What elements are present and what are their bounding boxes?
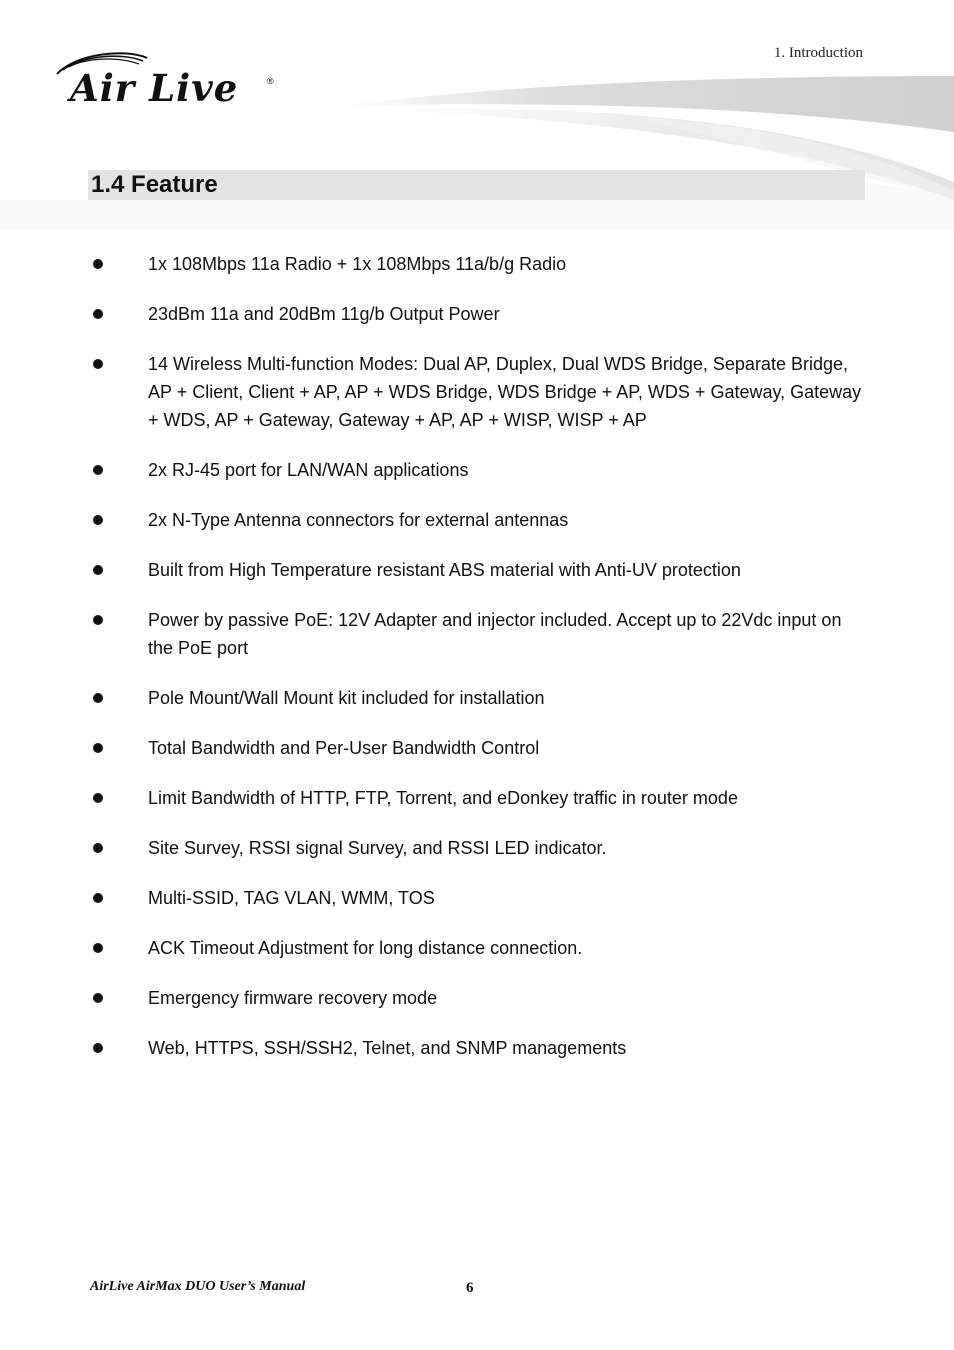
feature-item — [0, 350, 868, 434]
bullet-icon — [93, 259, 103, 269]
feature-text: 14 Wireless Multi-function Modes: Dual AP, Duplex, Dual WDS Bridge, Separate Bridge, AP + Client, Client + AP, AP + WDS Bridge, WDS Bridge + AP, WDS + Gateway, Gateway + WDS, AP + Gateway, Gateway + AP, AP + WISP, WISP + AP — [148, 354, 862, 430]
bullet-icon — [93, 843, 103, 853]
feature-text: Built from High Temperature resistant ABS material with Anti-UV protection — [148, 560, 741, 580]
feature-item — [0, 456, 868, 484]
feature-text: Multi-SSID, TAG VLAN, WMM, TOS — [148, 888, 435, 908]
feature-text: 1x 108Mbps 11a Radio + 1x 108Mbps 11a/b/g Radio — [148, 254, 567, 274]
bullet-icon — [93, 1043, 103, 1053]
feature-item — [0, 506, 868, 534]
feature-item — [0, 556, 868, 584]
bullet-icon — [93, 943, 103, 953]
feature-item — [0, 834, 868, 862]
feature-text: 2x N-Type Antenna connectors for external antennas — [148, 510, 569, 530]
section-title-bar — [88, 170, 865, 200]
bullet-icon — [93, 793, 103, 803]
feature-item — [0, 934, 868, 962]
feature-text: ACK Timeout Adjustment for long distance connection. — [148, 938, 583, 958]
feature-text: 23dBm 11a and 20dBm 11g/b Output Power — [148, 304, 500, 324]
bullet-icon — [93, 693, 103, 703]
feature-item — [0, 734, 868, 762]
feature-item — [0, 250, 868, 278]
feature-text: Power by passive PoE: 12V Adapter and injector included. Accept up to 22Vdc input on the PoE port — [148, 610, 842, 658]
bullet-icon — [93, 565, 103, 575]
feature-text: Total Bandwidth and Per-User Bandwidth Control — [148, 738, 540, 758]
logo-wordmark: Air Live — [70, 66, 239, 110]
bullet-icon — [93, 359, 103, 369]
feature-text: Emergency firmware recovery mode — [148, 988, 438, 1008]
bullet-icon — [93, 993, 103, 1003]
feature-item — [0, 300, 868, 328]
feature-text: Site Survey, RSSI signal Survey, and RSSI LED indicator. — [148, 838, 607, 858]
bullet-icon — [93, 465, 103, 475]
feature-item — [0, 1034, 868, 1062]
bullet-icon — [93, 515, 103, 525]
bullet-icon — [93, 615, 103, 625]
chapter-heading: 1. Introduction — [773, 45, 863, 61]
feature-item — [0, 684, 868, 712]
feature-text: Limit Bandwidth of HTTP, FTP, Torrent, and eDonkey traffic in router mode — [148, 788, 738, 808]
bullet-icon — [93, 893, 103, 903]
feature-text: Web, HTTPS, SSH/SSH2, Telnet, and SNMP managements — [148, 1038, 627, 1058]
bullet-icon — [93, 309, 103, 319]
registered-mark: ® — [267, 76, 274, 86]
feature-item — [0, 784, 868, 812]
feature-item — [0, 884, 868, 912]
page-number: 6 — [466, 1280, 474, 1296]
feature-list — [0, 250, 954, 1084]
bullet-icon — [93, 743, 103, 753]
feature-text: Pole Mount/Wall Mount kit included for installation — [148, 688, 545, 708]
feature-item — [0, 984, 868, 1012]
footer-manual-title: AirLive AirMax DUO User’s Manual — [90, 1279, 306, 1294]
feature-item — [0, 606, 868, 662]
section-title: 1.4 Feature — [91, 171, 218, 198]
feature-text: 2x RJ-45 port for LAN/WAN applications — [148, 460, 469, 480]
